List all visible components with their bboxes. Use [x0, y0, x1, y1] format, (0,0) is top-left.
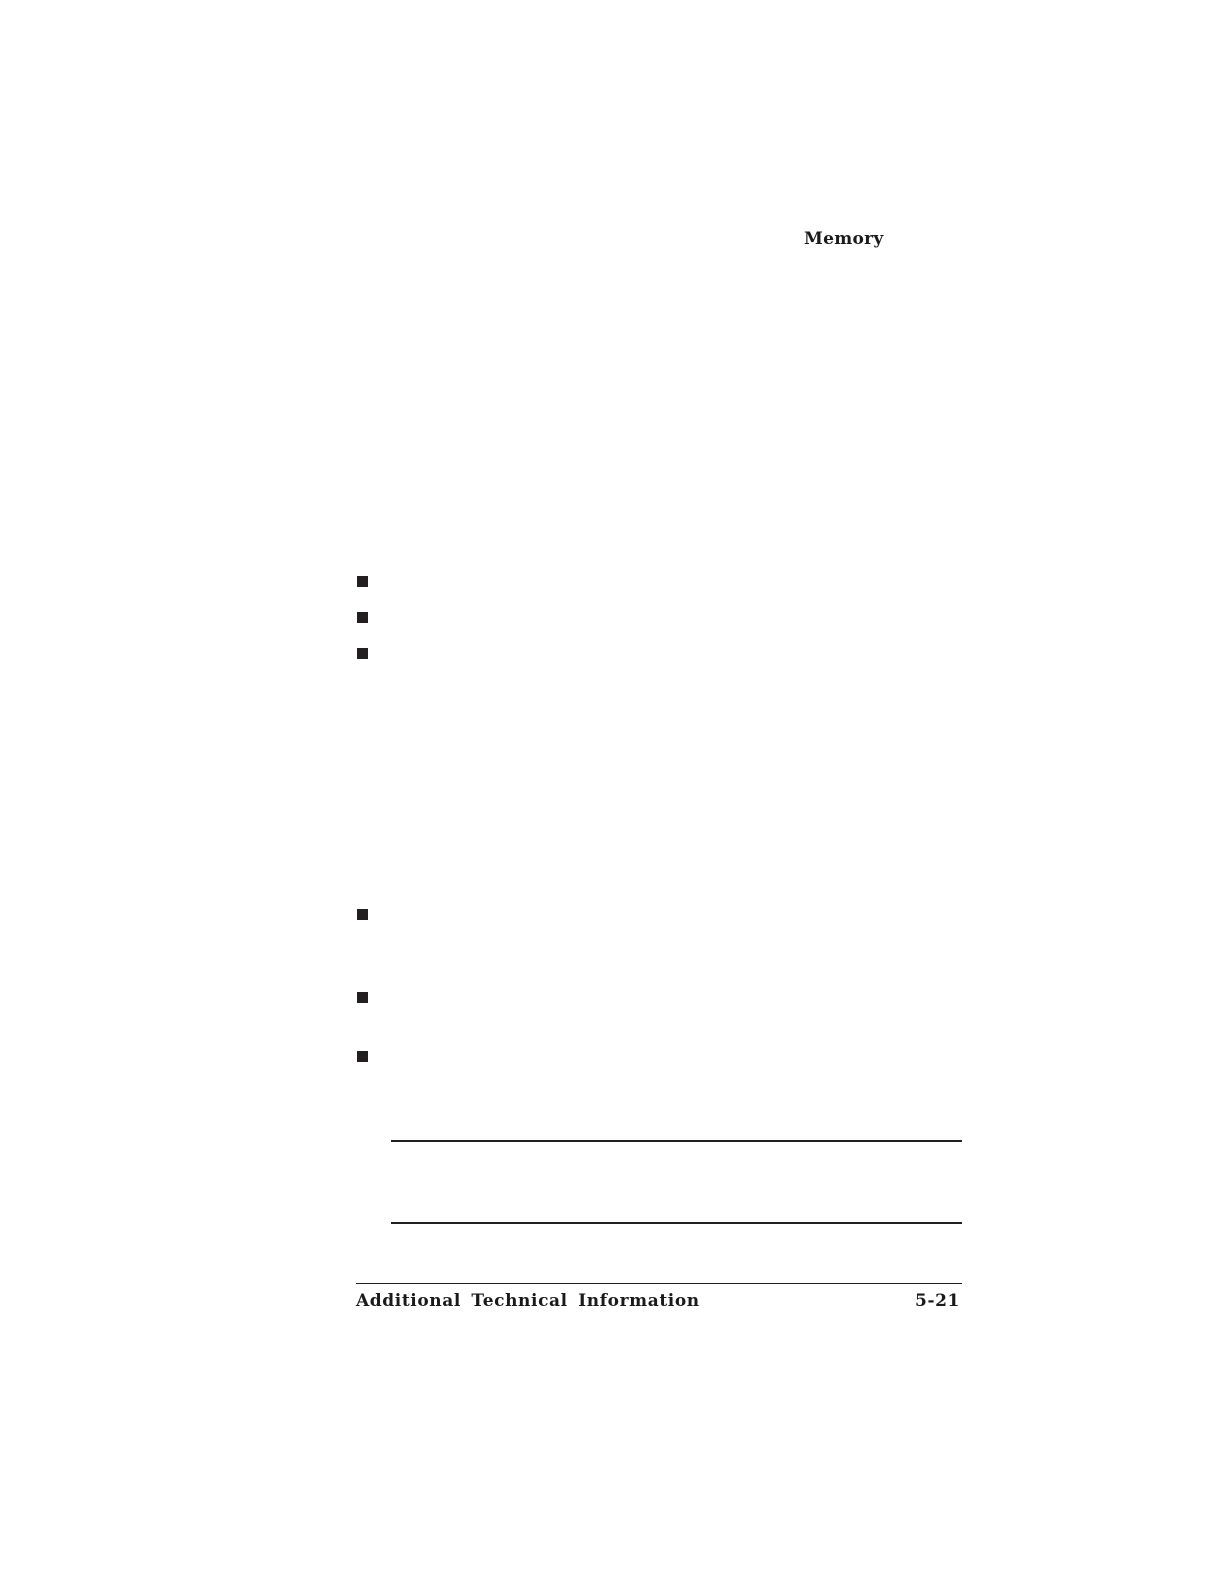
footer-chapter-title: Additional Technical Information — [356, 1291, 700, 1311]
page-number: 5-21 — [915, 1291, 960, 1311]
bullet-marker — [357, 648, 368, 659]
note-bottom-rule — [391, 1222, 962, 1224]
bullet-marker — [357, 909, 368, 920]
bullet-marker — [357, 612, 368, 623]
note-top-rule — [391, 1140, 962, 1142]
running-header-title: Memory — [804, 229, 884, 249]
footer-rule — [356, 1283, 962, 1284]
bullet-marker — [357, 992, 368, 1003]
bullet-marker — [357, 576, 368, 587]
bullet-marker — [357, 1051, 368, 1062]
